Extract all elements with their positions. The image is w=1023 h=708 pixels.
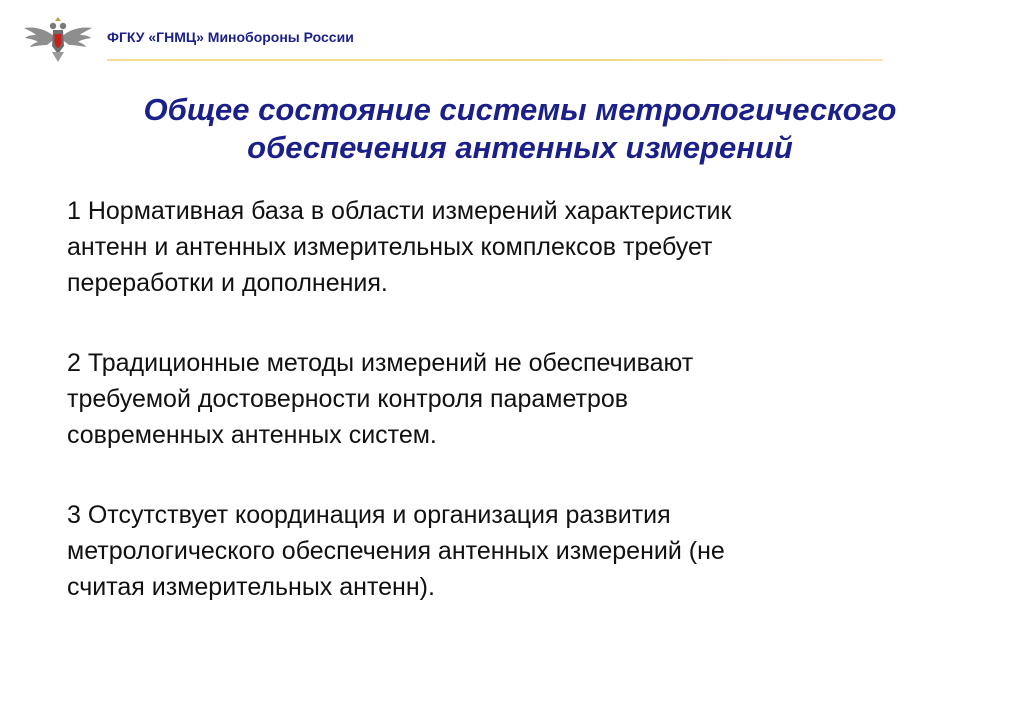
list-item xyxy=(67,345,967,453)
slide-header xyxy=(0,0,1023,80)
slide-title xyxy=(30,91,1010,167)
list-item-line: современных антенных систем. xyxy=(67,421,437,449)
list-item-line: 3 Отсутствует координация и организация развития xyxy=(67,501,671,529)
list-item-line: метрологического обеспечения антенных измерений (не xyxy=(67,537,725,565)
list-item-line: считая измерительных антенн). xyxy=(67,573,435,601)
double-headed-eagle-icon xyxy=(22,16,94,64)
organization-name: ФГКУ «ГНМЦ» Минобороны России xyxy=(107,29,354,45)
list-item-line: 2 Традиционные методы измерений не обеспечивают xyxy=(67,349,694,377)
title-line: обеспечения антенных измерений xyxy=(247,130,793,165)
list-item-line: 1 Нормативная база в области измерений характеристик xyxy=(67,197,732,225)
list-item-line: требуемой достоверности контроля параметров xyxy=(67,385,629,413)
list-item-line: антенн и антенных измерительных комплексов требует xyxy=(67,233,713,261)
findings-list xyxy=(67,193,967,649)
list-item xyxy=(67,497,967,605)
header-divider xyxy=(107,59,883,61)
list-item xyxy=(67,193,967,301)
title-line: Общее состояние системы метрологического xyxy=(143,92,897,127)
list-item-line: переработки и дополнения. xyxy=(67,269,388,297)
